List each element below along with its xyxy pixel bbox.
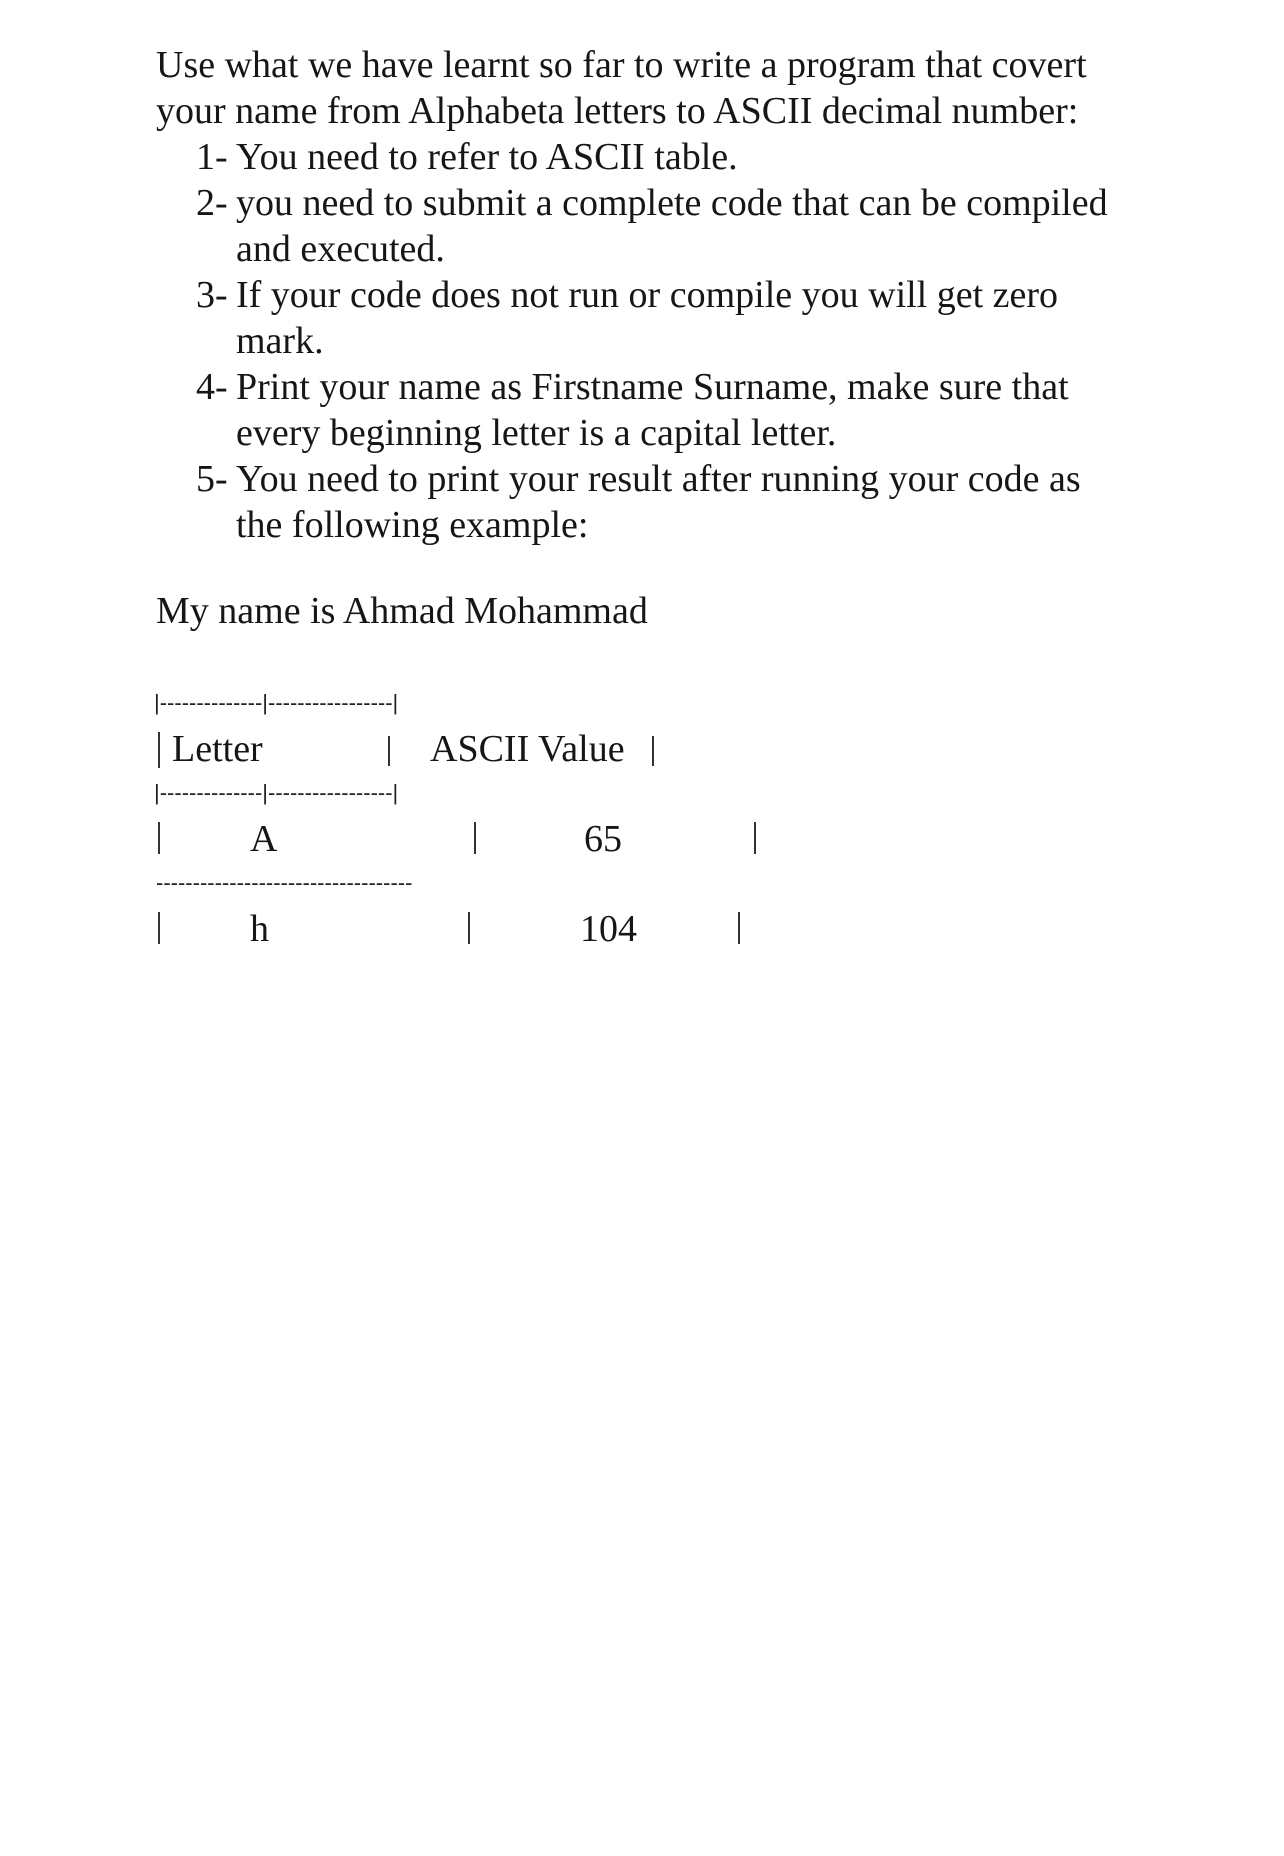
table-border	[652, 736, 654, 766]
list-item	[196, 180, 1176, 272]
row-value: 104	[580, 908, 637, 950]
list-item-number: 2-	[196, 182, 228, 224]
row-value: 65	[584, 818, 622, 860]
table-border	[738, 912, 740, 944]
list-item-text: mark.	[236, 320, 324, 362]
table-top-rule: |--------------|-----------------|	[154, 690, 399, 715]
example-name-line: My name is Ahmad Mohammad	[156, 590, 648, 632]
list-item-text: the following example:	[236, 504, 589, 546]
intro-line-1: Use what we have learnt so far to write a program that covert	[156, 44, 1087, 86]
list-item-text: and executed.	[236, 228, 445, 270]
table-border	[468, 912, 470, 944]
list-item-number: 1-	[196, 136, 228, 178]
list-item	[196, 272, 1176, 364]
list-item	[196, 364, 1176, 456]
list-item-text: every beginning letter is a capital letter.	[236, 412, 837, 454]
table-border	[158, 732, 160, 768]
intro-line-2: your name from Alphabeta letters to ASCII decimal number:	[156, 90, 1079, 132]
table-row-rule: -----------------------------------	[156, 870, 413, 895]
list-item-text: You need to refer to ASCII table.	[236, 136, 738, 178]
table-border	[474, 822, 476, 854]
header-letter: Letter	[172, 728, 263, 770]
list-item-number: 5-	[196, 458, 228, 500]
list-item-text: If your code does not run or compile you will get zero	[236, 274, 1059, 316]
requirements-list	[196, 134, 1176, 548]
row-letter: h	[250, 908, 269, 950]
list-item	[196, 456, 1176, 548]
table-border	[158, 822, 160, 854]
table-header-rule: |--------------|-----------------|	[154, 780, 399, 805]
list-item	[196, 134, 1176, 180]
table-border	[158, 912, 160, 944]
row-letter: A	[250, 818, 278, 860]
table-border	[388, 736, 390, 766]
list-item-number: 3-	[196, 274, 228, 316]
list-item-text: You need to print your result after running your code as	[236, 458, 1081, 500]
table-border	[754, 822, 756, 854]
header-ascii-value: ASCII Value	[430, 728, 625, 770]
list-item-text: Print your name as Firstname Surname, make sure that	[236, 366, 1069, 408]
list-item-text: you need to submit a complete code that can be compiled	[236, 182, 1108, 224]
intro-paragraph	[156, 42, 1156, 134]
list-item-number: 4-	[196, 366, 228, 408]
